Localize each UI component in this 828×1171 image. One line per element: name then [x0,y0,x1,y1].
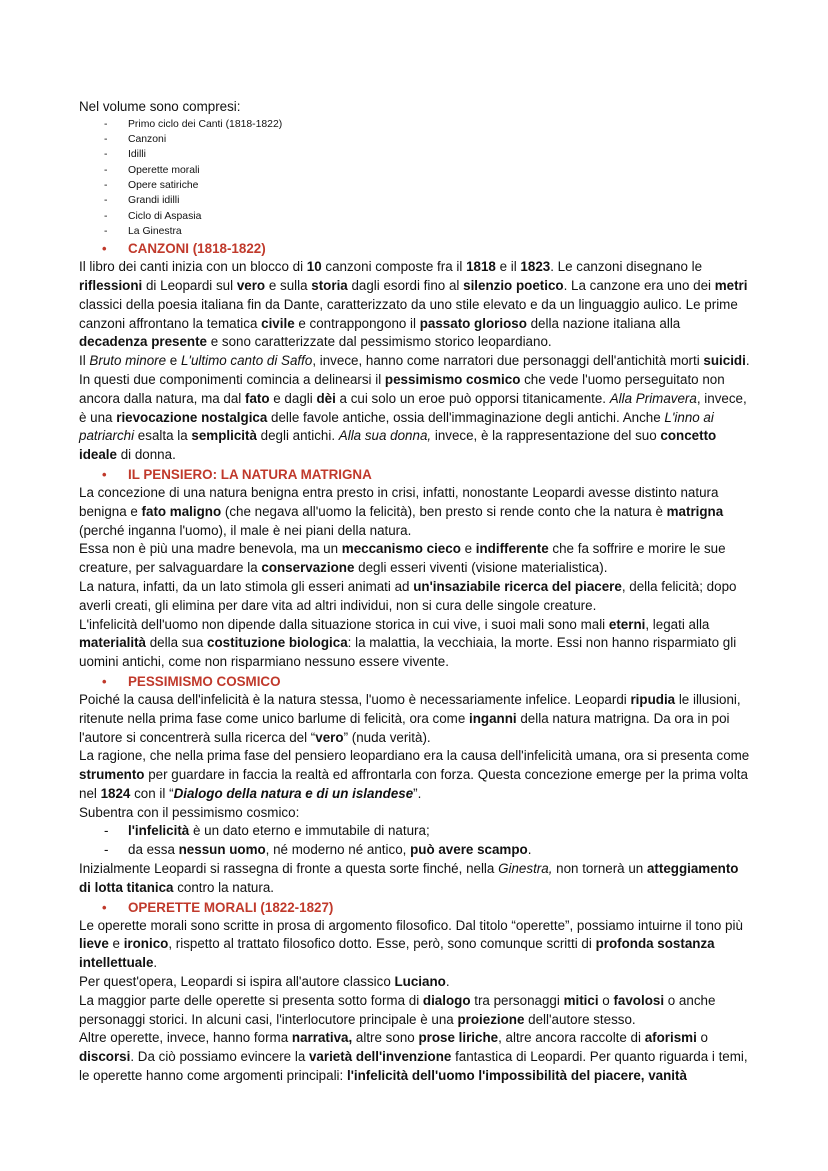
paragraph: Poiché la causa dell'infelicità è la natura stessa, l'uomo è necessariamente infelice. Leopardi ripudia le illusioni, ritenute nella prima fase come unico barlume di felicità, ora come inganni della natura matrigna. Da ora in poi l'autore si concentrerà sulla ricerca del “vero” (nuda verità). [79,691,741,745]
paragraph: Il Bruto minore e L'ultimo canto di Saffo, invece, hanno come narratori due personaggi dell'antichità morti suicidi. In questi due componimenti comincia a delinearsi il pessimismo cosmico che vede l'uomo perseguitato non ancora dalla natura, ma dal fato e dagli dèi a cui solo un eroe può opporsi titanicamente. Alla Primavera, invece, è una rievocazione nostalgica delle favole antiche, ossia dell'immaginazione degli antichi. Anche L'inno ai patriarchi esalta la semplicità degli antichi. Alla sua donna, invece, è la rappresentazione del suo concetto ideale di donna. [79,353,750,463]
section-heading-pessimismo: • PESSIMISMO COSMICO [79,672,751,691]
paragraph: La ragione, che nella prima fase del pensiero leopardiano era la causa dell'infelicità umana, ora si presenta come strumento per guardare in faccia la realtà ed affrontarla con forza. Questa concezione emerge per la prima volta nel 1824 con il “Dialogo della natura e di un islandese”. [79,748,750,801]
section-heading-pensiero: • IL PENSIERO: LA NATURA MATRIGNA [79,465,751,484]
paragraph: L'infelicità dell'uomo non dipende dalla situazione storica in cui vive, i suoi mali sono mali eterni, legati alla materialità della sua costituzione biologica: la malattia, la vecchiaia, la morte. Essi non hanno risparmiato gli uomini antichi, come non risparmiano nessuno essere vivente. [79,616,737,670]
paragraph: Il libro dei canti inizia con un blocco di 10 canzoni composte fra il 1818 e il 1823. Le canzoni disegnano le riflessioni di Leopardi sul vero e sulla storia dagli esordi fino al silenzio poetico. La canzone era uno dei metri classici della poesia italiana fin da Dante, caratterizzato da uno stile elevato e da un linguaggio aulico. Le prime canzoni affrontano la tematica civile e contrappongono il passato glorioso della nazione italiana alla decadenza presente e sono caratterizzate dal pessimismo storico leopardiano. [79,259,748,350]
list-item: - da essa nessun uomo, né moderno né antico, può avere scampo. [79,841,751,860]
paragraph: Subentra con il pessimismo cosmico: [79,804,300,820]
paragraph: Per quest'opera, Leopardi si ispira all'autore classico Luciano. [79,974,450,990]
intro-text: Nel volume sono compresi: [79,99,241,114]
paragraph: Essa non è più una madre benevola, ma un meccanismo cieco e indifferente che fa soffrire e morire le sue creature, per salvaguardare la conservazione degli esseri viventi (visione materialistica). [79,541,726,576]
section-heading-operette: • OPERETTE MORALI (1822-1827) [79,898,751,917]
list-item: - Idilli [79,147,751,162]
section-heading-canzoni: • CANZONI (1818-1822) [79,239,751,258]
list-item: - Primo ciclo dei Canti (1818-1822) [79,117,751,132]
paragraph: La natura, infatti, da un lato stimola gli esseri animati ad un'insaziabile ricerca del piacere, della felicità; dopo averli creati, gli elimina per dare vita ad altri individui, non si cura delle singole creature. [79,578,737,613]
pessimismo-list [79,822,751,860]
list-item: - Canzoni [79,132,751,147]
list-item: - l'infelicità è un dato eterno e immutabile di natura; [79,822,751,841]
volume-contents-list [79,117,751,239]
paragraph: La concezione di una natura benigna entra presto in crisi, infatti, nonostante Leopardi avesse distinto natura benigna e fato maligno (che negava all'uomo la felicità), ben presto si rende conto che la natura è matrigna (perché inganna l'uomo), il male è nei piani della natura. [79,484,724,538]
paragraph: Altre operette, invece, hanno forma narrativa, altre sono prose liriche, altre ancora raccolte di aforismi o discorsi. Da ciò possiamo evincere la varietà dell'invenzione fantastica di Leopardi. Per quanto riguarda i temi, le operette hanno come argomenti principali: l'infelicità dell'uomo l'impossibilità del piacere, vanità [79,1030,748,1084]
list-item: - Ciclo di Aspasia [79,209,751,224]
list-item: - Grandi idilli [79,193,751,208]
paragraph: Le operette morali sono scritte in prosa di argomento filosofico. Dal titolo “operette”, possiamo intuirne il tono più lieve e ironico, rispetto al trattato filosofico dotto. Esse, però, sono comunque scritti di profonda sostanza intellettuale. [79,917,743,971]
list-item: - Operette morali [79,163,751,178]
list-item: - La Ginestra [79,224,751,239]
paragraph: Inizialmente Leopardi si rassegna di fronte a questa sorte finché, nella Ginestra, non tornerà un atteggiamento di lotta titanica contro la natura. [79,861,739,895]
document-page [79,98,751,1086]
list-item: - Opere satiriche [79,178,751,193]
paragraph: La maggior parte delle operette si presenta sotto forma di dialogo tra personaggi mitici o favolosi o anche personaggi storici. In alcuni casi, l'interlocutore principale è una proiezione dell'autore stesso. [79,992,716,1027]
